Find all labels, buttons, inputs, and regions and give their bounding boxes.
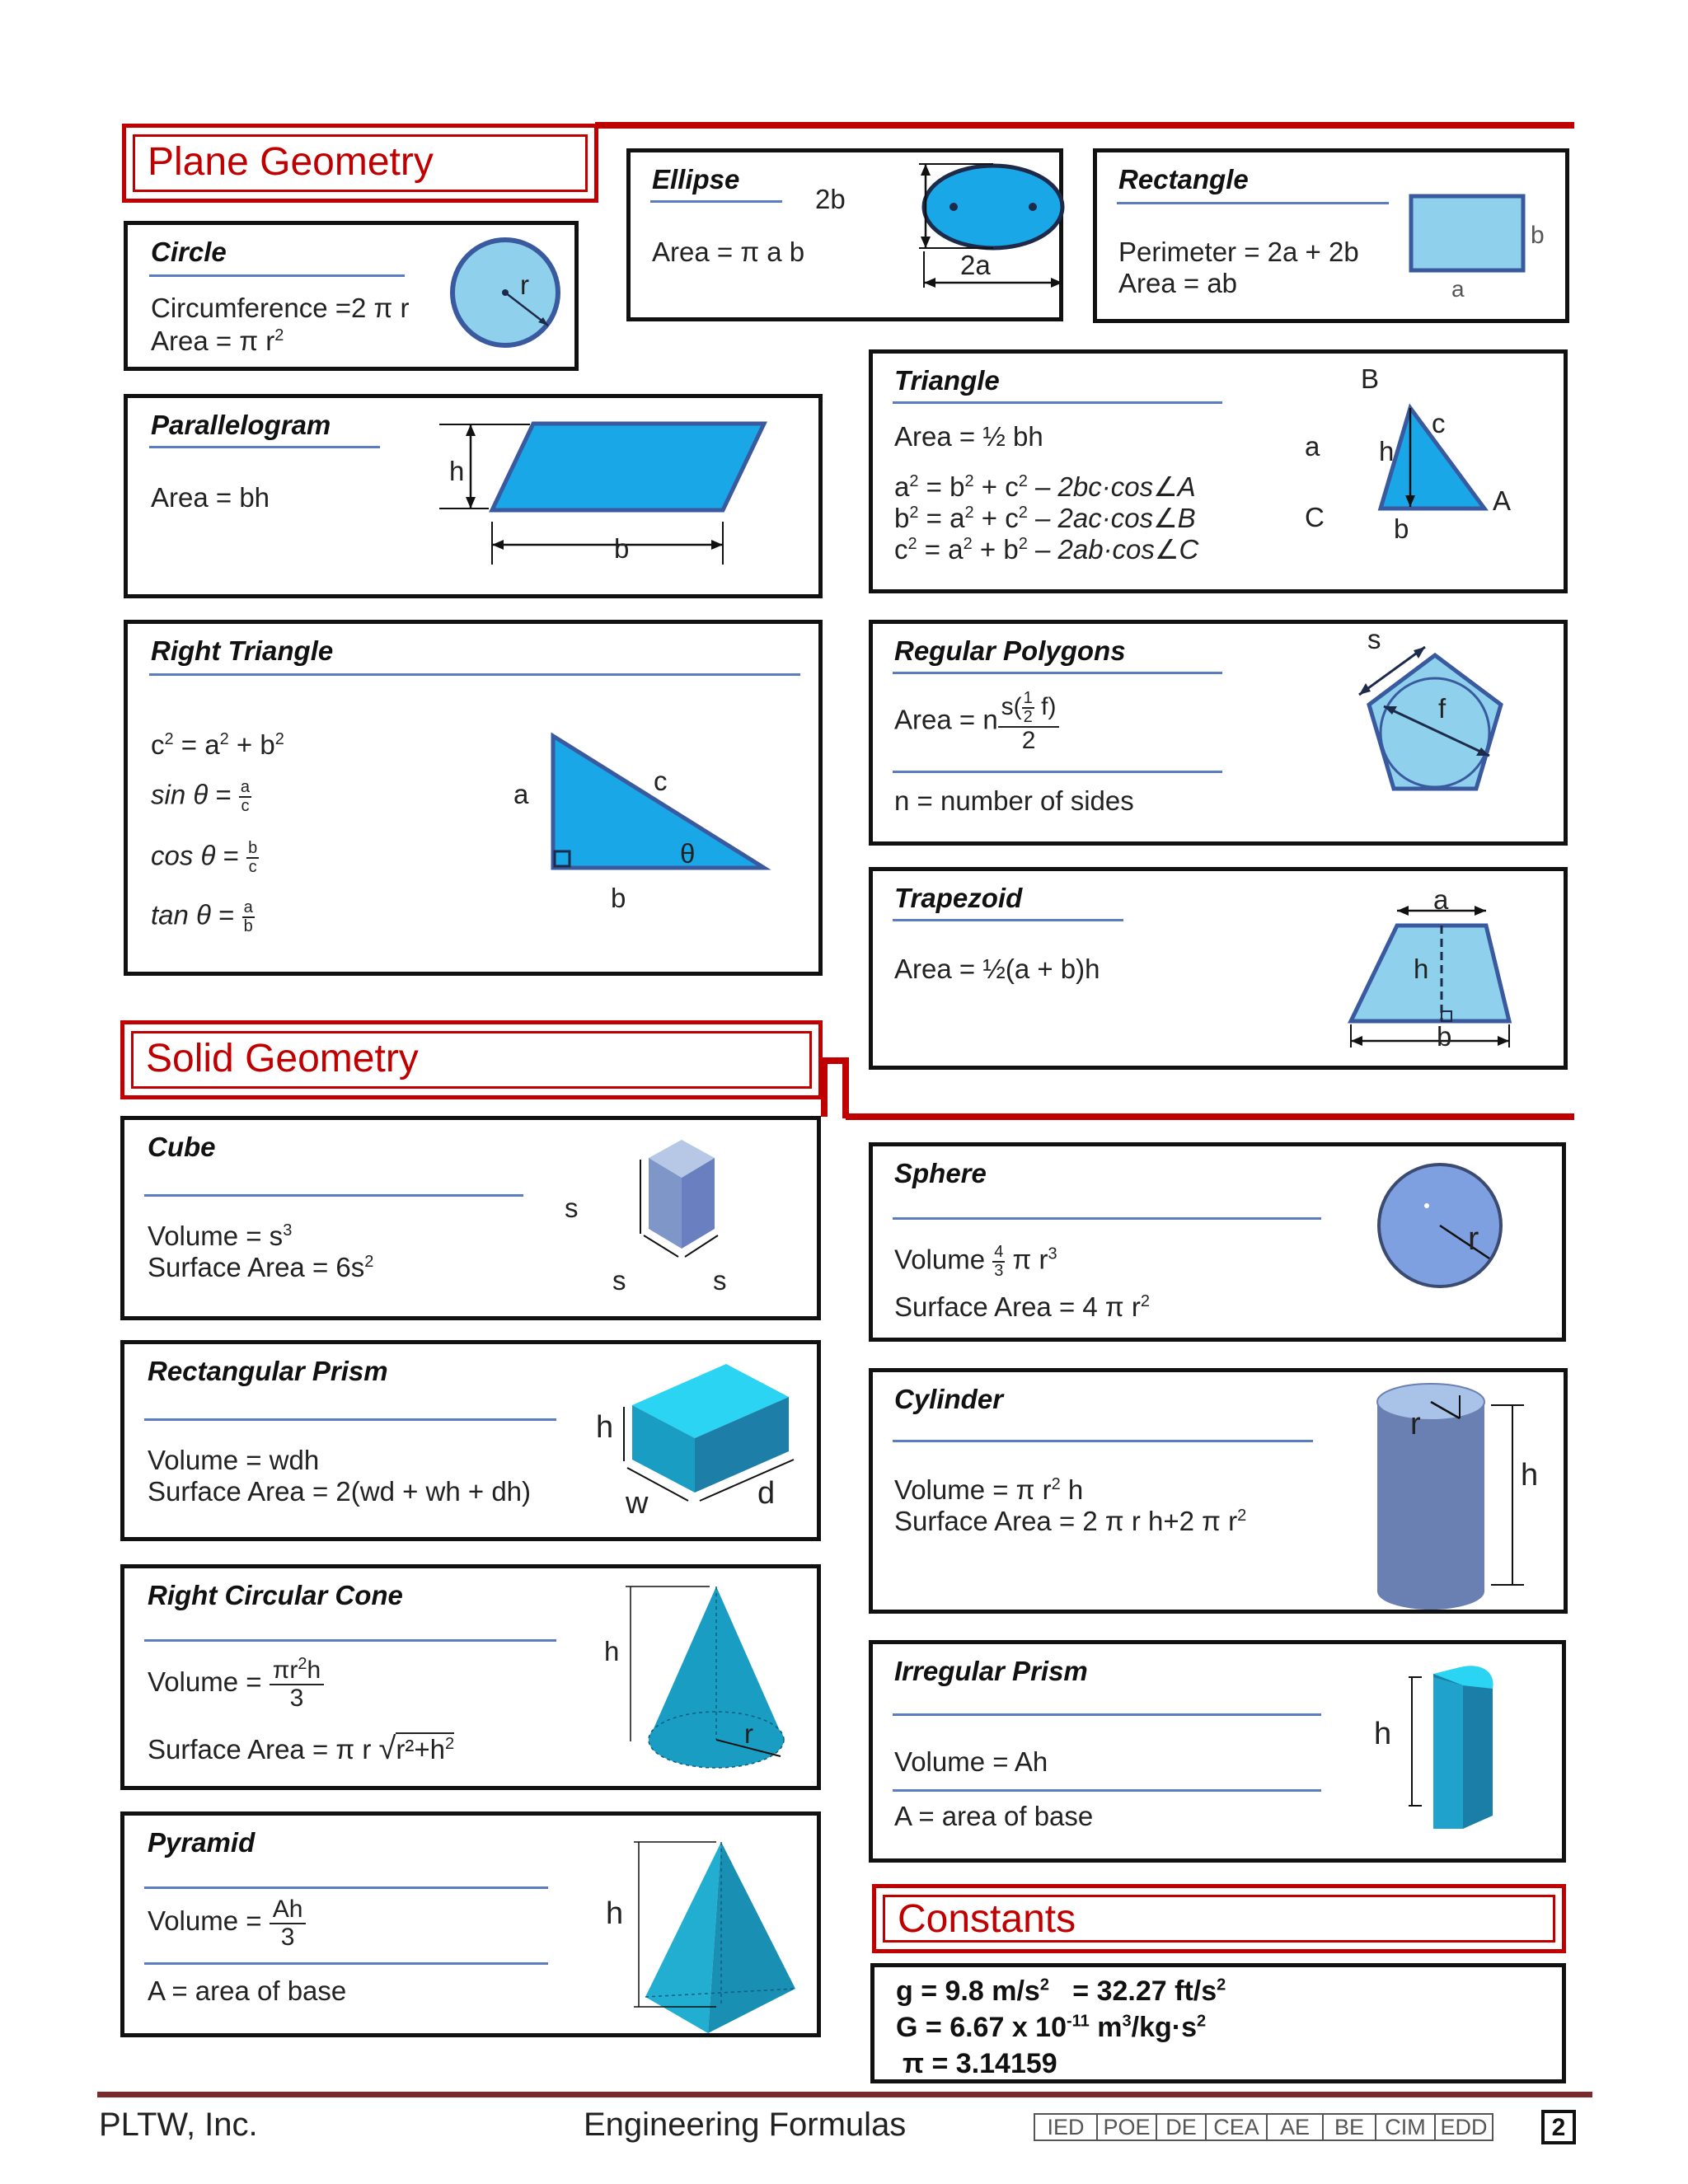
- right-triangle-diagram: [548, 731, 779, 879]
- title-rule: [650, 200, 782, 203]
- law-of-cosines-c: $c^2 = a^2 + b^2$ – 2ab·cos∠C: [894, 534, 1199, 565]
- irregular-h-label: h: [1374, 1717, 1392, 1751]
- right-triangle-card: [124, 620, 823, 976]
- trapezoid-title: Trapezoid: [894, 883, 1023, 913]
- top-red-rule: [595, 122, 1574, 129]
- gravitational-constant: G = 6.67 x $10^{-11}$ $m^3/kg\cdot s^2$: [896, 2012, 1207, 2043]
- cone-card: [120, 1564, 821, 1790]
- pentagon-s-label: s: [1367, 624, 1381, 654]
- title-rule: [893, 919, 1123, 921]
- rectangle-diagram: [1409, 194, 1532, 276]
- formula-rule: [144, 1962, 548, 1965]
- cube-s-label-bottom-left: s: [612, 1265, 626, 1296]
- triangle-h-label: h: [1379, 436, 1395, 466]
- pyramid-volume-formula: Volume = $\frac{Ah}{3}$: [148, 1896, 306, 1950]
- triangle-title: Triangle: [894, 365, 1000, 396]
- pi-constant: π = 3.14159: [903, 2048, 1057, 2079]
- ellipse-area-formula: Area = π a b: [652, 237, 805, 267]
- cosine-formula: cos θ = $\frac{b}{c}$: [151, 839, 258, 876]
- rectangular-prism-title: Rectangular Prism: [148, 1356, 388, 1386]
- rectangle-a-label: a: [1451, 276, 1465, 302]
- triangle-c-label: c: [1432, 408, 1446, 438]
- circle-title: Circle: [151, 237, 227, 267]
- footer-doc-title: Engineering Formulas: [584, 2107, 907, 2143]
- trapezoid-a-label: a: [1433, 884, 1449, 915]
- course-tab-poe: POE: [1096, 2113, 1157, 2141]
- sine-formula: sin θ = $\frac{a}{c}$: [151, 778, 251, 815]
- triangle-card: [869, 349, 1568, 593]
- cube-title: Cube: [148, 1132, 216, 1162]
- polygon-area-formula: Area = n s( $\frac{1}{2}$ f) 2: [894, 690, 1059, 754]
- cylinder-diagram: [1367, 1377, 1549, 1616]
- cylinder-r-label: r: [1410, 1407, 1421, 1441]
- polygon-n-note: n = number of sides: [894, 785, 1134, 816]
- plane-geometry-heading: [122, 124, 598, 203]
- sphere-surface-area-formula: Surface Area = 4 π $r^2$: [894, 1291, 1150, 1322]
- prism-volume-formula: Volume = wdh: [148, 1445, 320, 1475]
- page-number-label: 2: [1551, 2114, 1566, 2141]
- title-rule: [893, 672, 1222, 674]
- cylinder-volume-formula: Volume = π $r^2$ h: [894, 1474, 1084, 1505]
- rectangular-prism-card: [120, 1340, 821, 1541]
- title-rule: [893, 1217, 1321, 1220]
- prism-d-label: d: [757, 1476, 776, 1511]
- tangent-formula: tan θ = $\frac{a}{b}$: [151, 898, 253, 935]
- triangle-C-label: C: [1305, 502, 1325, 532]
- course-tab-cea: CEA: [1205, 2113, 1268, 2141]
- ellipse-title: Ellipse: [652, 164, 740, 194]
- prism-w-label: w: [626, 1486, 649, 1521]
- rectangle-card: [1093, 148, 1569, 323]
- right-triangle-title: Right Triangle: [151, 635, 334, 666]
- right-triangle-b-label: b: [611, 883, 626, 913]
- triangle-B-label: B: [1361, 363, 1380, 394]
- law-of-cosines-b: $b^2 = a^2 + c^2$ – 2ac·cos∠B: [894, 503, 1196, 533]
- right-triangle-a-label: a: [513, 779, 529, 809]
- title-rule: [144, 1639, 556, 1642]
- cube-s-label-bottom-right: s: [713, 1265, 727, 1296]
- footer-rule: [97, 2092, 1592, 2097]
- regular-polygons-title: Regular Polygons: [894, 635, 1126, 666]
- pyramid-base-note: A = area of base: [148, 1975, 347, 2006]
- title-rule: [1117, 202, 1389, 204]
- circle-card: [124, 221, 579, 371]
- pentagon-f-label: f: [1438, 693, 1447, 724]
- pyramid-diagram: [631, 1832, 828, 2038]
- pyramid-card: [120, 1811, 821, 2037]
- solid-geometry-title: Solid Geometry: [146, 1037, 419, 1080]
- triangle-A-label: A: [1493, 485, 1512, 516]
- trapezoid-card: [869, 867, 1568, 1070]
- constants-title: Constants: [898, 1897, 1076, 1941]
- mid-red-connector-v: [842, 1057, 849, 1118]
- title-rule: [149, 274, 405, 277]
- circle-area-formula: Area = π $r^2$: [151, 326, 284, 356]
- right-triangle-c-label: c: [654, 766, 668, 796]
- prism-h-label: h: [596, 1410, 614, 1445]
- cube-surface-area-formula: Surface Area = $6s^2$: [148, 1252, 374, 1282]
- sphere-card: [869, 1142, 1566, 1342]
- cone-diagram: [619, 1580, 800, 1786]
- cone-h-label: h: [604, 1636, 620, 1666]
- course-tab-ied: IED: [1034, 2113, 1098, 2141]
- course-tab-be: BE: [1322, 2113, 1376, 2141]
- parallelogram-b-label: b: [614, 533, 630, 564]
- parallelogram-area-formula: Area = bh: [151, 482, 270, 513]
- title-rule: [144, 1886, 548, 1889]
- right-triangle-theta-label: θ: [680, 838, 696, 869]
- sphere-diagram: [1374, 1160, 1514, 1300]
- sphere-volume-formula: Volume $\frac{4}{3}$ π $r^3$: [894, 1243, 1057, 1280]
- title-rule: [893, 1713, 1321, 1716]
- circle-diagram: [451, 235, 566, 350]
- parallelogram-title: Parallelogram: [151, 410, 331, 440]
- ellipse-2a-label: 2a: [960, 250, 991, 280]
- cylinder-surface-area-formula: Surface Area = 2 π r h+2 π $r^2$: [894, 1506, 1247, 1536]
- cylinder-card: [869, 1368, 1568, 1614]
- triangle-a-label: a: [1305, 431, 1320, 462]
- parallelogram-diagram: [439, 419, 785, 584]
- cylinder-h-label: h: [1521, 1458, 1539, 1493]
- course-tab-ae: AE: [1266, 2113, 1324, 2141]
- circumference-formula: Circumference =2 π r: [151, 293, 410, 323]
- irregular-prism-diagram: [1400, 1659, 1524, 1832]
- prism-surface-area-formula: Surface Area = 2(wd + wh + dh): [148, 1476, 532, 1507]
- cone-surface-area-formula: Surface Area = π r $√r^2+h^2$: [148, 1732, 455, 1766]
- cube-volume-formula: Volume = $s^3$: [148, 1221, 293, 1251]
- solid-geometry-heading: [120, 1020, 823, 1099]
- sphere-r-label: r: [1468, 1221, 1479, 1257]
- page-number: [1541, 2110, 1576, 2144]
- pythagorean-formula: $c^2 = a^2 + b^2$: [151, 729, 284, 760]
- irregular-base-note: A = area of base: [894, 1801, 1094, 1831]
- irregular-volume-formula: Volume = Ah: [894, 1746, 1048, 1777]
- footer-org: PLTW, Inc.: [99, 2107, 258, 2143]
- trapezoid-area-formula: Area = ½(a + b)h: [894, 954, 1100, 984]
- formula-rule: [893, 771, 1222, 773]
- course-tab-de: DE: [1156, 2113, 1207, 2141]
- sphere-title: Sphere: [894, 1158, 987, 1188]
- title-rule: [144, 1418, 556, 1421]
- triangle-area-formula: Area = ½ bh: [894, 421, 1043, 452]
- irregular-prism-title: Irregular Prism: [894, 1656, 1088, 1686]
- course-tab-cim: CIM: [1375, 2113, 1436, 2141]
- parallelogram-card: [124, 394, 823, 598]
- law-of-cosines-a: $a^2 = b^2 + c^2$ – 2bc·cos∠A: [894, 471, 1196, 502]
- pyramid-h-label: h: [606, 1896, 624, 1931]
- irregular-prism-card: [869, 1640, 1566, 1863]
- title-rule: [144, 1194, 523, 1197]
- pyramid-title: Pyramid: [148, 1827, 256, 1858]
- title-rule: [149, 673, 800, 676]
- cube-s-label-left: s: [565, 1193, 579, 1223]
- title-rule: [893, 401, 1222, 404]
- cone-r-label: r: [744, 1718, 753, 1749]
- title-rule: [149, 446, 380, 448]
- trapezoid-h-label: h: [1414, 954, 1429, 984]
- cone-title: Right Circular Cone: [148, 1580, 403, 1610]
- constants-heading: [872, 1884, 1566, 1953]
- course-tab-edd: EDD: [1434, 2113, 1493, 2141]
- rectangle-title: Rectangle: [1118, 164, 1249, 194]
- parallelogram-h-label: h: [449, 456, 465, 486]
- ellipse-2b-label: 2b: [815, 184, 846, 214]
- mid-red-rule: [846, 1113, 1574, 1120]
- title-rule: [893, 1440, 1313, 1442]
- ellipse-card: [626, 148, 1063, 321]
- cube-card: [120, 1116, 821, 1320]
- triangle-diagram: [1334, 403, 1499, 527]
- circle-r-label: r: [520, 269, 529, 300]
- constants-card: [870, 1963, 1566, 2083]
- cylinder-title: Cylinder: [894, 1384, 1004, 1414]
- triangle-b-label: b: [1394, 513, 1409, 544]
- trapezoid-b-label: b: [1437, 1021, 1452, 1052]
- regular-polygons-card: [869, 620, 1568, 846]
- cone-volume-formula: Volume = $\frac{\pi r^2h}{3}$: [148, 1657, 324, 1711]
- ellipse-diagram: [845, 156, 1092, 304]
- gravity-constant: g = 9.8 $m/s^2$ = 32.27 $ft/s^2$: [896, 1975, 1226, 2007]
- perimeter-formula: Perimeter = 2a + 2b: [1118, 237, 1359, 267]
- plane-geometry-title: Plane Geometry: [148, 140, 434, 184]
- rectangle-b-label: b: [1531, 222, 1545, 249]
- formula-rule: [893, 1789, 1321, 1792]
- rectangle-area-formula: Area = ab: [1118, 268, 1238, 298]
